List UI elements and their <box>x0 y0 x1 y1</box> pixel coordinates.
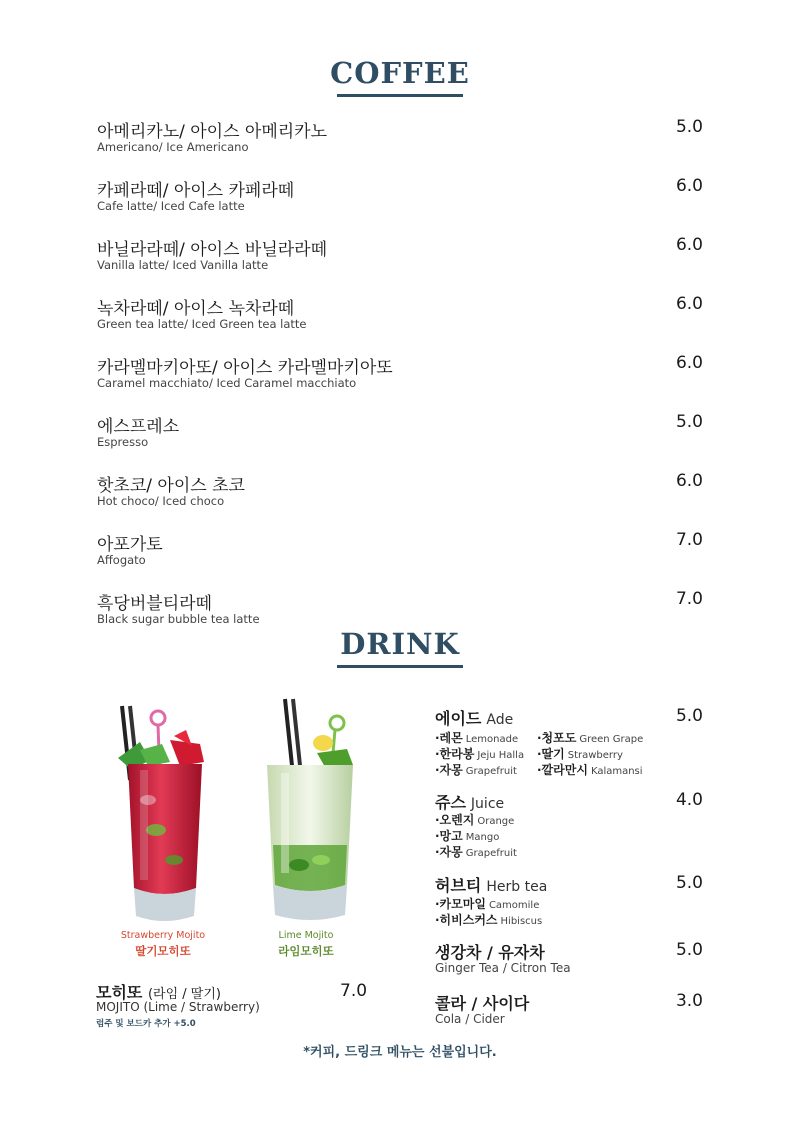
ade-option-ko: ·자몽 <box>435 763 463 777</box>
juice-option <box>435 811 514 828</box>
coffee-item-name-ko: 흑당버블티라떼 <box>97 594 212 614</box>
herb-tea-option <box>435 895 539 912</box>
strawberry-mojito-glass-icon <box>100 700 230 928</box>
coffee-item-name-ko: 아포가토 <box>97 535 163 555</box>
juice-option-en: Mango <box>465 832 500 843</box>
coffee-item-name-ko: 핫초코/ 아이스 초코 <box>97 476 245 496</box>
ginger-citron-tea-name-en: Ginger Tea / Citron Tea <box>435 961 571 975</box>
coffee-item-name-ko: 에스프레소 <box>97 417 180 437</box>
coffee-title-underline <box>337 94 463 97</box>
coffee-item-name-ko: 바닐라라떼/ 아이스 바닐라라떼 <box>97 240 328 260</box>
ade-option-ko: ·한라봉 <box>435 747 475 761</box>
herb-tea-name-ko: 허브티 <box>435 876 482 895</box>
coffee-item-name-en: Black sugar bubble tea latte <box>97 612 260 626</box>
strawberry-mojito-caption-ko: 딸기모히또 <box>135 944 191 958</box>
ginger-citron-tea-item <box>435 940 707 980</box>
herb-tea-option-ko: ·히비스커스 <box>435 913 498 927</box>
ade-option-en: Grapefruit <box>465 766 517 777</box>
coffee-item <box>97 176 707 224</box>
ade-name-ko: 에이드 <box>435 709 482 728</box>
herb-tea-name <box>435 873 547 896</box>
juice-option <box>435 827 499 844</box>
herb-tea-name-en: Herb tea <box>486 879 548 895</box>
coffee-item-price: 6.0 <box>675 294 703 314</box>
ade-option-ko: ·청포도 <box>537 731 577 745</box>
lime-mojito-caption-ko: 라임모히또 <box>278 944 334 958</box>
herb-tea-option <box>435 911 542 928</box>
ade-option-ko: ·레몬 <box>435 731 463 745</box>
drink-title: DRINK <box>340 627 460 661</box>
ade-option-en: Green Grape <box>579 734 644 745</box>
herb-tea-option-ko: ·카모마일 <box>435 897 486 911</box>
ade-option-en: Kalamansi <box>590 766 643 777</box>
mojito-name-en: MOJITO (Lime / Strawberry) <box>96 1000 260 1014</box>
drink-title-underline <box>337 665 463 668</box>
juice-option-ko: ·오렌지 <box>435 813 475 827</box>
ginger-citron-tea-name-ko: 생강차 / 유자차 <box>435 943 545 962</box>
cola-cider-name-en: Cola / Cider <box>435 1012 505 1026</box>
cola-cider-price: 3.0 <box>675 991 703 1011</box>
juice-name-ko: 쥬스 <box>435 793 466 812</box>
coffee-item-name-ko: 카페라떼/ 아이스 카페라떼 <box>97 181 295 201</box>
coffee-item-price: 6.0 <box>675 471 703 491</box>
cola-cider-name-ko: 콜라 / 사이다 <box>435 994 530 1013</box>
herb-tea-option-en: Camomile <box>488 900 540 911</box>
coffee-item <box>97 235 707 283</box>
ginger-citron-tea-price: 5.0 <box>675 940 703 960</box>
ade-option <box>537 745 623 762</box>
juice-option <box>435 843 517 860</box>
ade-option-en: Lemonade <box>465 734 519 745</box>
herb-tea-price: 5.0 <box>675 873 703 893</box>
coffee-item-price: 6.0 <box>675 176 703 196</box>
juice-option-ko: ·자몽 <box>435 845 463 859</box>
cola-cider-item <box>435 991 707 1031</box>
ade-option-en: Strawberry <box>567 750 623 761</box>
coffee-item-price: 5.0 <box>675 412 703 432</box>
coffee-item <box>97 471 707 519</box>
ade-option <box>435 761 517 778</box>
ade-option <box>537 761 643 778</box>
ade-option-ko: ·깔라만시 <box>537 763 588 777</box>
coffee-item-name-en: Espresso <box>97 435 149 449</box>
prepaid-note: *커피, 드링크 메뉴는 선불입니다. <box>303 1045 497 1060</box>
coffee-item <box>97 294 707 342</box>
coffee-item-price: 6.0 <box>675 353 703 373</box>
mojito-note: 럼주 및 보드카 추가 +5.0 <box>96 1019 196 1029</box>
mojito-name-sub: (라임 / 딸기) <box>147 987 221 1002</box>
juice-item <box>435 790 707 860</box>
coffee-item-name-en: Caramel macchiato/ Iced Caramel macchiato <box>97 376 357 390</box>
ade-name <box>435 706 513 729</box>
ade-option <box>435 745 524 762</box>
ade-price: 5.0 <box>675 706 703 726</box>
mojito-price: 7.0 <box>340 981 368 1001</box>
juice-name <box>435 790 504 813</box>
coffee-item-price: 5.0 <box>675 117 703 137</box>
coffee-item-name-en: Affogato <box>97 553 146 567</box>
coffee-item-name-en: Green tea latte/ Iced Green tea latte <box>97 317 307 331</box>
juice-option-en: Orange <box>477 816 515 827</box>
coffee-item-name-en: Americano/ Ice Americano <box>97 140 249 154</box>
ade-option-ko: ·딸기 <box>537 747 565 761</box>
juice-name-en: Juice <box>470 796 505 812</box>
coffee-item <box>97 117 707 165</box>
juice-option-en: Grapefruit <box>465 848 517 859</box>
mojito-name-ko: 모히또 <box>96 983 143 1002</box>
coffee-item <box>97 412 707 460</box>
juice-price: 4.0 <box>675 790 703 810</box>
coffee-item-price: 7.0 <box>675 530 703 550</box>
ade-option-en: Jeju Halla <box>477 750 525 761</box>
ade-option <box>537 729 643 746</box>
herb-tea-item <box>435 873 707 928</box>
juice-option-ko: ·망고 <box>435 829 463 843</box>
coffee-item-name-ko: 녹차라떼/ 아이스 녹차라떼 <box>97 299 295 319</box>
lime-mojito-glass-icon <box>255 695 365 928</box>
lime-mojito-caption-en: Lime Mojito <box>278 930 334 941</box>
herb-tea-option-en: Hibiscus <box>500 916 543 927</box>
coffee-item-price: 6.0 <box>675 235 703 255</box>
ade-option <box>435 729 518 746</box>
coffee-item-name-en: Vanilla latte/ Iced Vanilla latte <box>97 258 269 272</box>
coffee-item <box>97 530 707 578</box>
coffee-item-name-en: Cafe latte/ Iced Cafe latte <box>97 199 245 213</box>
coffee-title: COFFEE <box>330 56 470 90</box>
coffee-item-name-en: Hot choco/ Iced choco <box>97 494 225 508</box>
coffee-item <box>97 353 707 401</box>
coffee-item-name-ko: 카라멜마키아또/ 아이스 카라멜마키아또 <box>97 358 393 378</box>
coffee-item-name-ko: 아메리카노/ 아이스 아메리카노 <box>97 122 328 142</box>
ade-item <box>435 706 707 780</box>
coffee-item-price: 7.0 <box>675 589 703 609</box>
ade-name-en: Ade <box>486 712 514 728</box>
strawberry-mojito-caption-en: Strawberry Mojito <box>120 930 206 941</box>
